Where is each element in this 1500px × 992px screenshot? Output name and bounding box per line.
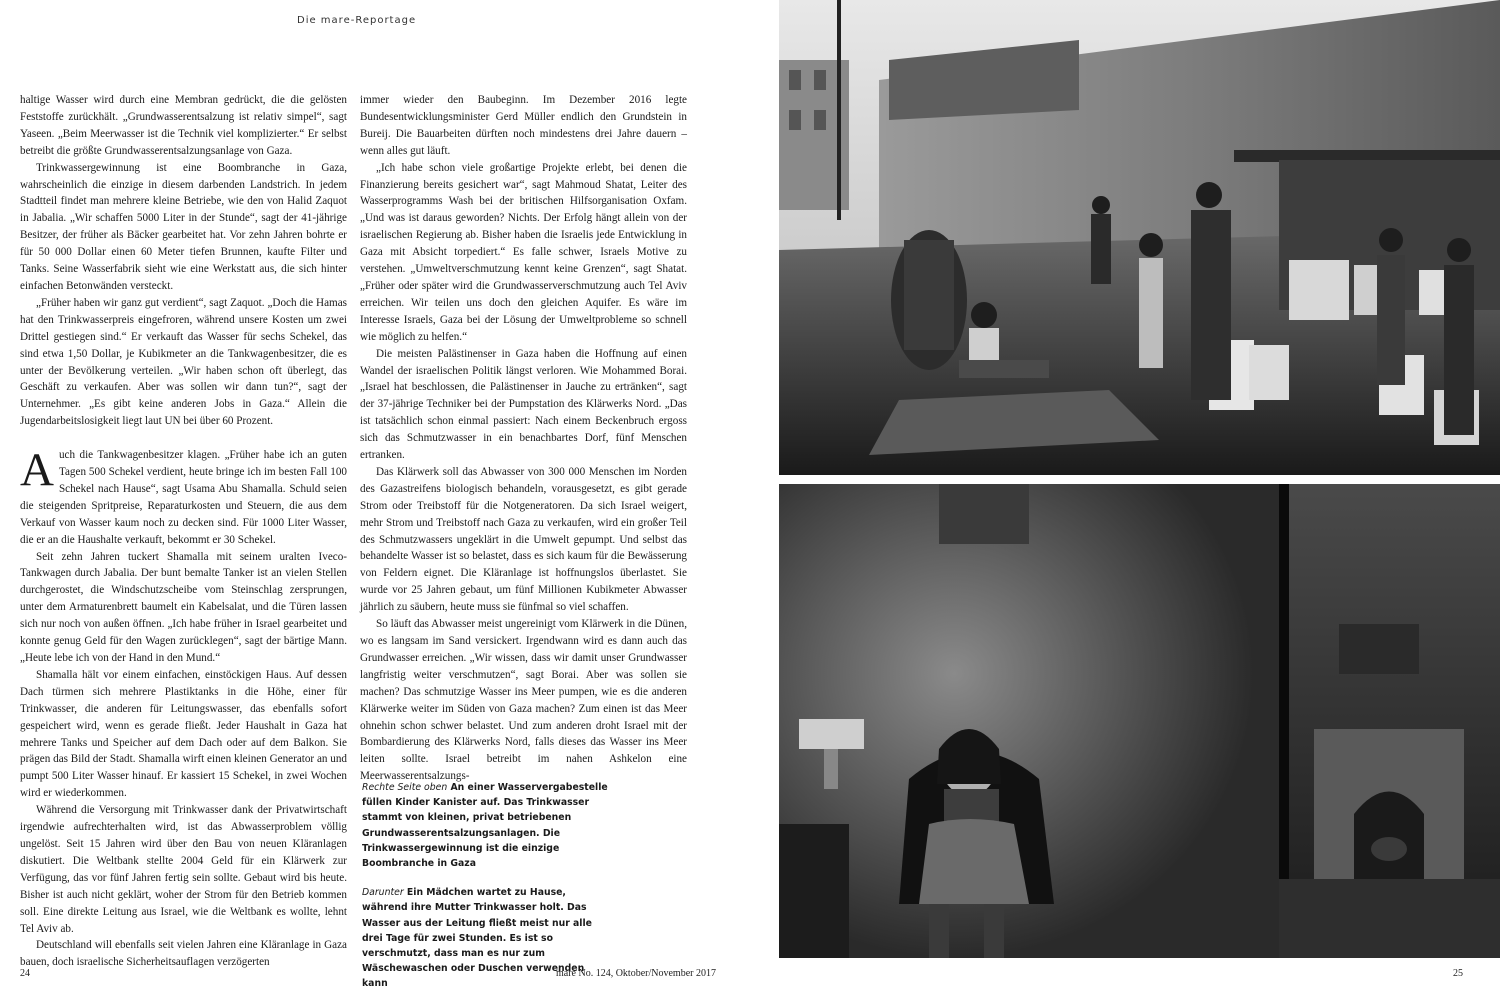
right-page [750,0,1500,988]
section-header: Die mare-Reportage [297,15,417,26]
caption-text: An einer Wasservergabestelle füllen Kinder Kanister auf. Das Trinkwasser stammt von kleinen, privat betriebenen Grundwasserentsalzungsanlagen. Die Trinkwassergewinnung ist die einzige Boombranche in Gaza [362,782,608,870]
issue-info: mare No. 124, Oktober/November 2017 [556,968,716,979]
paragraph: So läuft das Abwasser meist ungereinigt vom Klärwerk in die Dünen, wo es langsam im Sand versickert. Irgendwann wird es dann auch das Grundwasser erreichen. „Wir wissen, dass wir damit unser Grundwasser langfristig weiter verschmutzen“, sagt Borai. Aber was sollen sie machen? Das schmutzige Wasser ins Meer pumpen, wie es die anderen Klärwerke weiter im Süden von Gaza machen? Zum einen ist das Meer ohnehin schon schwer belastet. Und zum anderen droht Israel mit der Bombardierung des Klärwerks Nord, falls dieses das Wasser ins Meer leiten sollte. Israel betreibt im nahen Ashkelon eine Meerwasserentsalzungs- [360,618,687,783]
paragraph: haltige Wasser wird durch eine Membran gedrückt, die die gelösten Feststoffe zurückhält. „Grundwasserentsalzung ist relativ simpel“, sagt Yaseen. „Beim Meerwasser ist die Technik viel komplizierter.“ Er selbst betreibt die größte Grundwasserentsalzungsanlage von Gaza. [20,94,347,157]
caption-top-photo [362,780,612,871]
paragraph: „Ich habe schon viele großartige Projekte erlebt, bei denen die Finanzierung bereits gesichert war“, sagt Mahmoud Shatat, Leiter des Wasserprogramms Wash bei der britischen Hilfsorganisation Oxfam. „Und was ist daraus geworden? Nichts. Der Erfolg hängt allein von der israelischen Regierung ab. Bisher haben die Israelis jede Entwicklung in Gaza mit Absicht torpediert.“ Es falle schwer, Israels Motive zu verstehen. „Umweltverschmutzung kennt keine Grenzen“, sagt Shatat. „Früher oder später wird die Grundwasserverschmutzung auch Tel Aviv erreichen. Wir teilen uns doch den gleichen Aquifer. Es wäre im Interesse Israels, Gaza bei der Lösung der Umweltprobleme so schnell wie möglich zu helfen.“ [360,161,687,343]
page-number-right: 25 [1453,968,1463,979]
article-column-right [360,92,687,785]
dropcap-paragraph-text: uch die Tankwagenbesitzer klagen. „Früher habe ich an guten Tagen 500 Schekel verdient, heute bringe ich im besten Fall 100 Schekel nach Hause“, sagt Usama Abu Shamalla. Schuld seien die steigenden Spritpreise, Reparaturkosten und Steuern, die aus dem Verkauf von Wasser kaum noch zu decken sind. Für 1000 Liter Wasser, die er an die Haushalte verkauft, bekommt er 30 Schekel. [20,449,347,546]
dropcap-paragraph [20,444,347,548]
photo-girl-at-home [779,484,1500,958]
paragraph: immer wieder den Baubeginn. Im Dezember 2016 legte Bundesentwicklungsminister Gerd Müller endlich den Grundstein in Bureij. Die Bauarbeiten dürften noch mindestens drei Jahre dauern – wenn alles gut läuft. [360,94,687,157]
photo-captions [362,780,612,992]
caption-intro: Rechte Seite oben [362,782,448,793]
caption-intro: Darunter [362,887,404,899]
photo-water-station-image [779,0,1500,475]
left-page [0,0,750,988]
paragraph: Shamalla hält vor einem einfachen, einstöckigen Haus. Auf dessen Dach türmen sich mehrere Plastiktanks in die Höhe, einer für Trinkwasser, die anderen für Leitungswasser, das ebenfalls sofort gespeichert wird, wenn es gerade fließt. Jeder Haushalt in Gaza hat mehrere Tanks und Speicher auf dem Dach oder auf dem Balkon. Sie prägen das Bild der Stadt. Shamalla wirft einen kleinen Generator an und pumpt 500 Liter Wasser hinauf. Er kassiert 15 Schekel, in zwei Wochen wird er wiederkommen. [20,668,347,800]
page-number-left: 24 [20,968,30,979]
paragraph: Das Klärwerk soll das Abwasser von 300 000 Menschen im Norden des Gazastreifens biologisch behandeln, vorausgesetzt, es gibt gerade Strom oder Treibstoff für die Notgeneratoren. Da sich Israel weigert, mehr Strom und Treibstoff nach Gaza zu verkaufen, wird ein großer Teil des Schmutzwassers ungeklärt in die Umwelt gepumpt. Und selbst das behandelte Wasser ist so belastet, dass es sich kaum für die Bewässerung von Feldern eignet. Die Kläranlage ist hoffnungslos überlastet. Sie wurde vor 25 Jahren gebaut, um fünf Millionen Kubikmeter Abwasser jährlich zu säubern, heute muss sie fünfmal so viel schaffen. [360,465,687,614]
dropcap-letter: A [20,444,54,497]
paragraph: „Früher haben wir ganz gut verdient“, sagt Zaquot. „Doch die Hamas hat den Trinkwasserpreis eingefroren, während unsere Kosten um zwei Drittel gestiegen sind.“ Er verkauft das Wasser für sechs Schekel, das sind etwa 1,50 Dollar, je Kubikmeter an die Tankwagenbesitzer, die es unter der Bevölkerung verteilen. „Wir haben schon oft überlegt, das Geschäft zu verkaufen. Aber was sollen wir dann tun?“, sagt der Unternehmer. „Es gibt keine anderen Jobs in Gaza.“ Allein die Jugendarbeitslosigkeit liegt laut UN bei über 60 Prozent. [20,296,347,428]
photo-water-station [779,0,1500,475]
article-column-left [20,92,347,971]
photo-girl-at-home-image [779,484,1500,958]
paragraph: Während die Versorgung mit Trinkwasser dank der Privatwirtschaft irgendwie aufrechterhalten wird, ist das Abwasserproblem völlig ungelöst. Seit 15 Jahren wird über den Bau von neuen Kläranlagen diskutiert. Die Weltbank stellte 2004 Geld für ein Klärwerk zur Verfügung, das vor fünf Jahren fertig sein sollte. Gebaut wird bis heute. Bisher ist auch nicht geklärt, woher der Strom für den Betrieb kommen soll. Eine direkte Leitung aus Israel, wie die Weltbank es wollte, lehnt Tel Aviv ab. [20,804,347,935]
paragraph: Die meisten Palästinenser in Gaza haben die Hoffnung auf einen Wandel der israelischen Politik längst verloren. Wie Mohammed Borai. „Israel hat beschlossen, die Palästinenser in Jauche zu ertränken“, sagt der 37-jährige Techniker bei der Pumpstation des Klärwerks Nord. „Das ist tatsächlich schon einmal passiert: Nach einem Beckenbruch ergoss sich das Schmutzwasser in ein benachbartes Dorf, fünf Menschen ertranken. [360,347,687,462]
paragraph: Trinkwassergewinnung ist eine Boombranche in Gaza, wahrscheinlich die einzige in diesem darbenden Landstrich. In jedem Stadtteil findet man mehrere kleine Betriebe, wie den von Halid Zaquot in Jabalia. „Wir schaffen 5000 Liter in der Stunde“, sagt der 41-jährige Besitzer, der früher als Bäcker gearbeitet hat. Vor zehn Jahren bohrte er für 50 000 Dollar einen 60 Meter tiefen Brunnen, kaufte Filter und Tanks. Seine Wasserfabrik sieht wie eine Werkstatt aus, die sich hinter einfachen Betonwänden versteckt. [20,161,347,292]
caption-text: Ein Mädchen wartet zu Hause, während ihre Mutter Trinkwasser holt. Das Wasser aus der Leitung fließt meist nur alle drei Tage für zwei Stunden. Es ist so verschmutzt, dass man es nur zum Wäschewaschen oder Duschen verwenden kann [362,887,592,990]
paragraph: Seit zehn Jahren tuckert Shamalla mit seinem uralten Iveco-Tankwagen durch Jabalia. Der bunt bemalte Tanker ist an vielen Stellen durchgerostet, die Windschutzscheibe vom Steinschlag zersprungen, unter dem Armaturenbrett baumelt ein Kabelsalat, und die Türen lassen sich nur noch von außen öffnen. „Ich habe früher in Israel gearbeitet und konnte genug Geld für den Wagen zurücklegen“, sagt der bärtige Mann. „Heute lebe ich von der Hand in den Mund.“ [20,550,347,664]
paragraph: Deutschland will ebenfalls seit vielen Jahren eine Kläranlage in Gaza bauen, doch israelische Sicherheitsauflagen verzögerten [20,939,347,969]
